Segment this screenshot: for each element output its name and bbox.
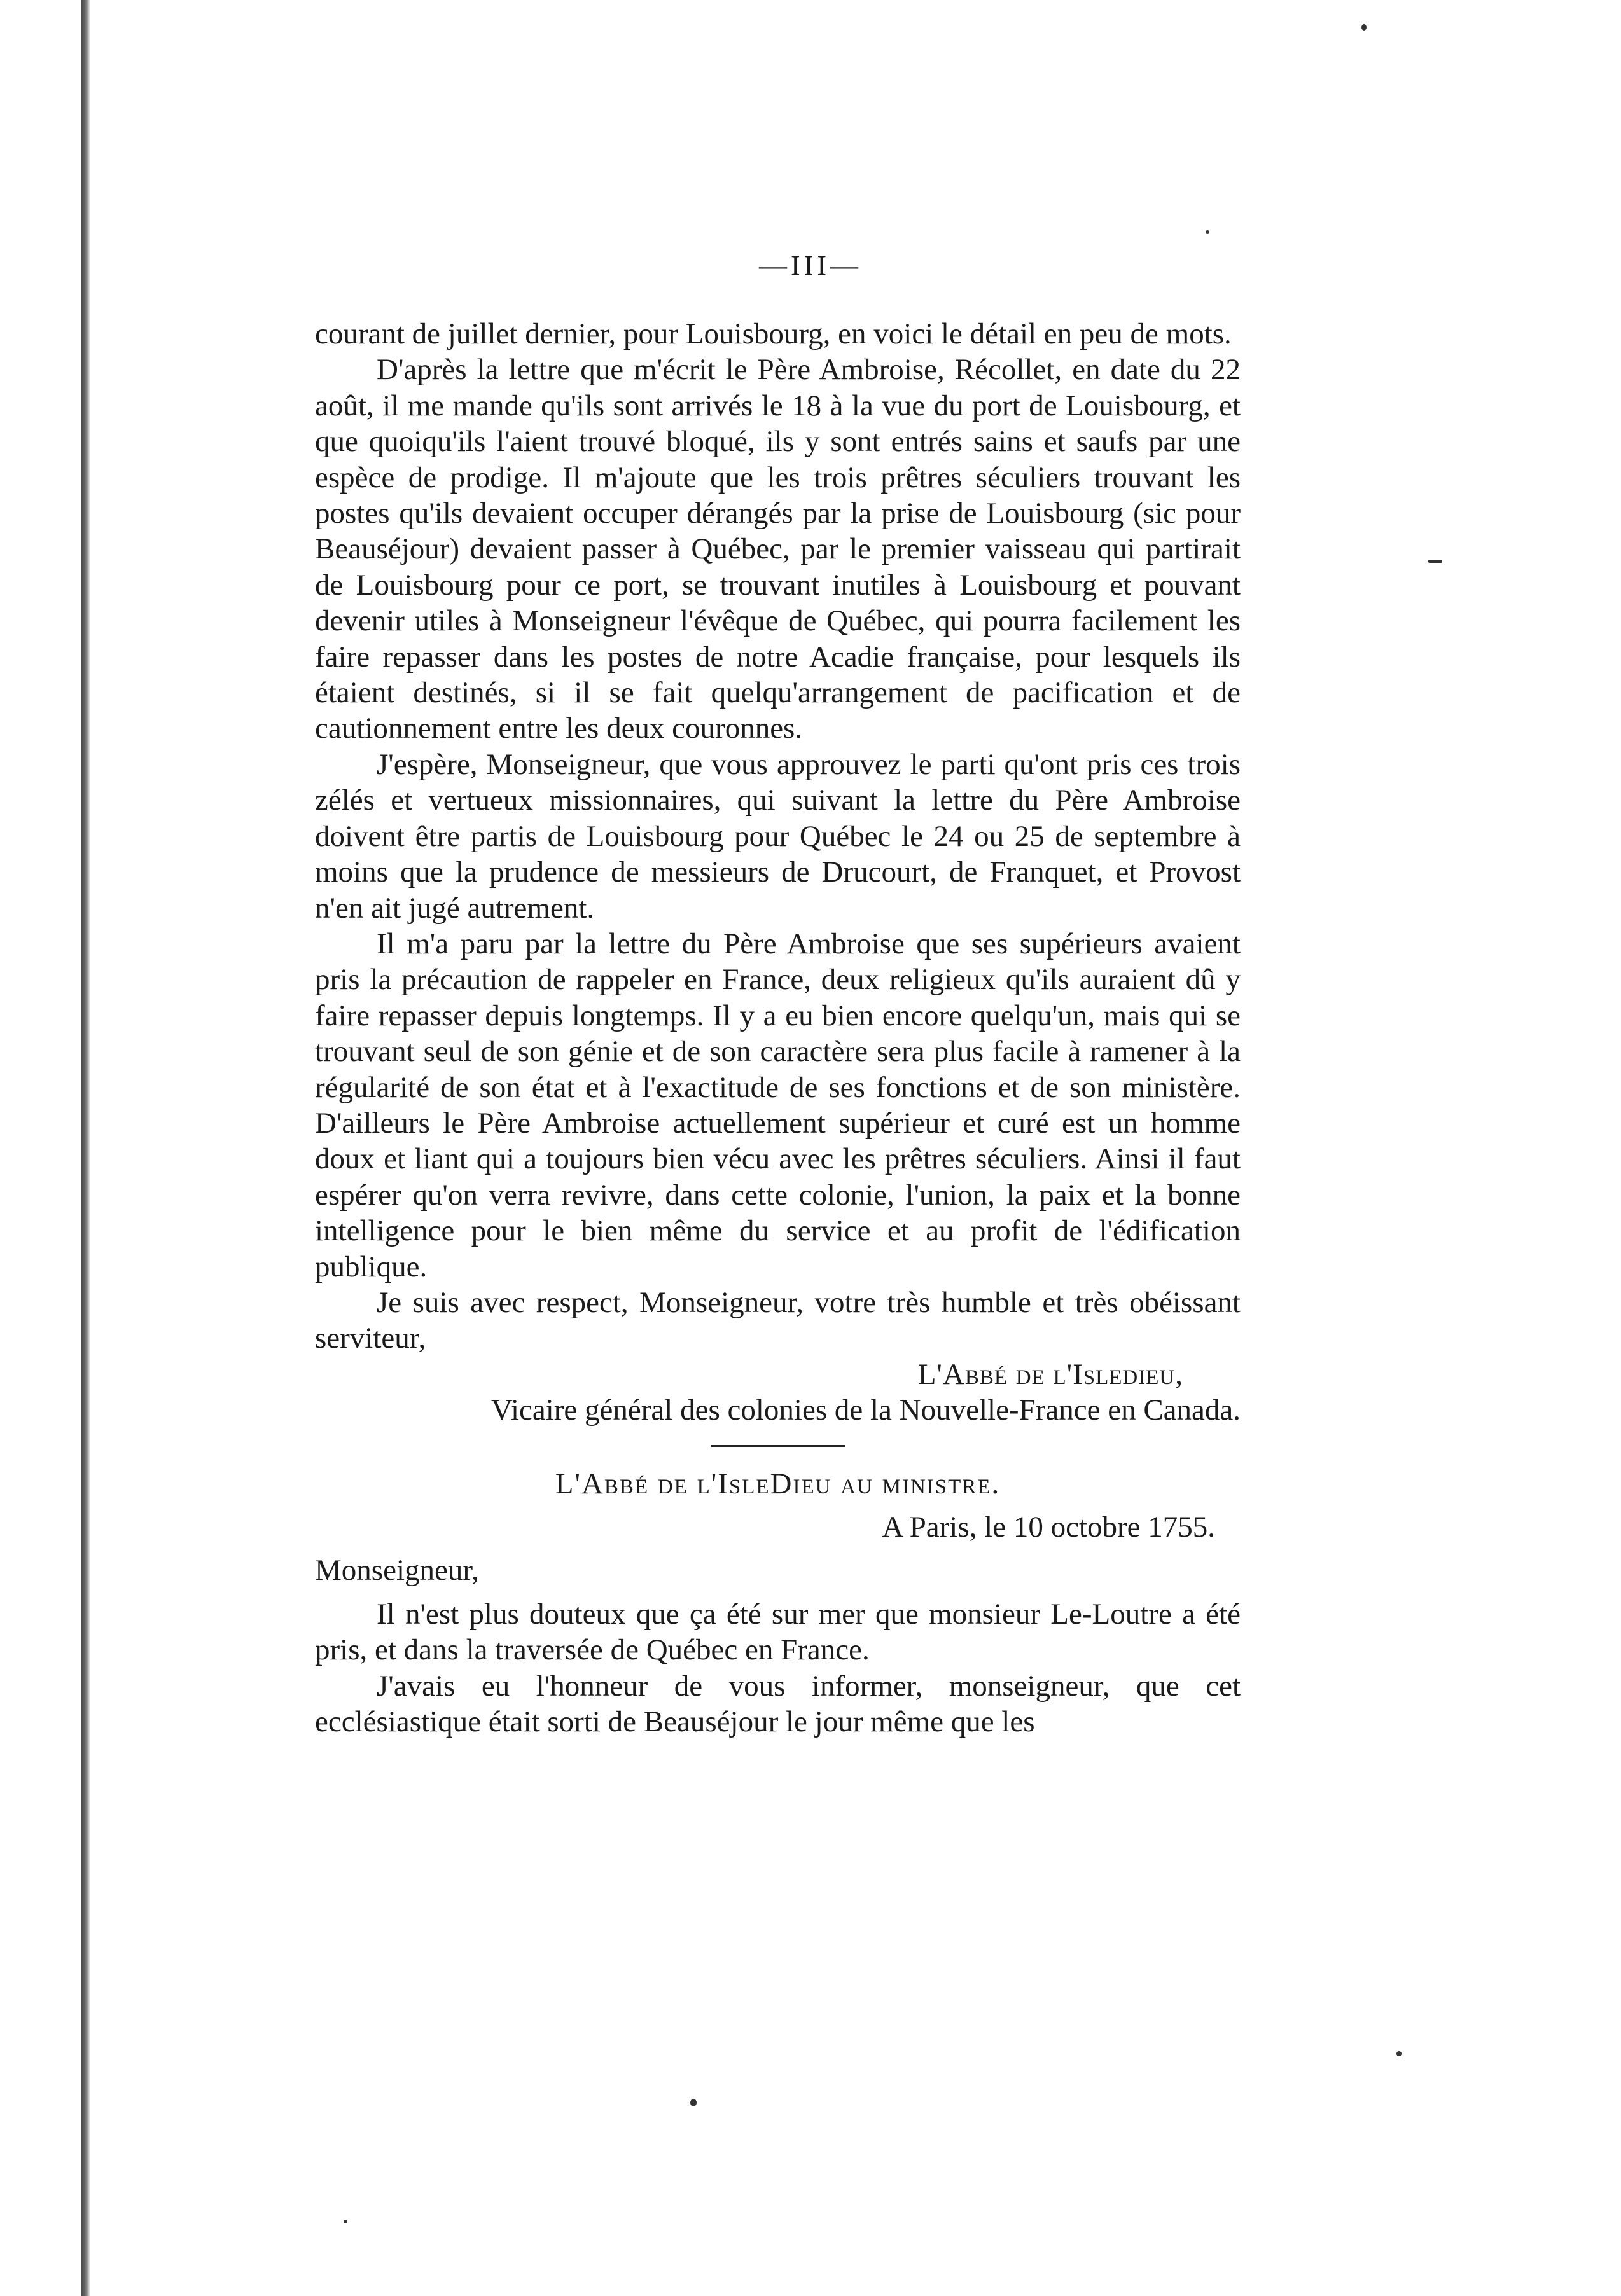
letter-1-paragraph-3: J'espère, Monseigneur, que vous approuvez le parti qu'ont pris ces trois zélés et vertueux missionnaires, qui suivant la lettre du Père Ambroise doivent être partis de Louisbourg pour Québec le 24 ou 25 de septembre à moins que la prudence de messieurs de Drucourt, de Franquet, et Provost n'en ait jugé autrement. [315, 747, 1241, 925]
letter-1-signature-title: Vicaire général des colonies de la Nouvelle-France en Canada. [490, 1394, 1241, 1427]
scan-speck [1428, 560, 1442, 563]
page-number: —III— [759, 250, 862, 281]
letter-1-closing: Je suis avec respect, Monseigneur, votre très humble et très obéissant serviteur, [315, 1285, 1241, 1355]
letter-1-paragraph-2: D'après la lettre que m'écrit le Père Ambroise, Récollet, en date du 22 août, il me mande qu'ils sont arrivés le 18 à la vue du port de Louisbourg, et que quoiqu'ils l'aient trouvé bloqué, ils y sont entrés sains et saufs par une espèce de prodige. Il m'ajoute que les trois prêtres séculiers trouvant les postes qu'ils devaient occuper dérangés par la prise de Louisbourg (sic pour Beauséjour) devaient passer à Québec, par le premier vaisseau qui partirait de Louisbourg pour ce port, se trouvant inutiles à Louisbourg et pouvant devenir utiles à Monseigneur l'évêque de Québec, qui pourra facilement les faire repasser dans les postes de notre Acadie française, pour lesquels ils étaient destinés, si il se fait quelqu'arrangement de pacification et de cautionnement entre les deux couronnes. [315, 353, 1241, 745]
scan-speck [1206, 230, 1209, 234]
letter-2-heading: L'Abbé de l'IsleDieu au ministre. [555, 1467, 1001, 1500]
letter-2-paragraph-2: J'avais eu l'honneur de vous informer, monseigneur, que cet ecclésiastique était sorti de Beauséjour le jour même que les [315, 1669, 1241, 1739]
scan-speck [1396, 2051, 1402, 2056]
letter-2-salutation: Monseigneur, [315, 1554, 479, 1587]
scan-speck [1361, 24, 1367, 31]
letter-1-signature-name: L'Abbé de l'Isledieu, [917, 1357, 1183, 1391]
letter-2-dateline: A Paris, le 10 octobre 1755. [882, 1511, 1215, 1544]
scan-binding-edge [81, 0, 90, 2296]
page-body [315, 316, 1241, 1739]
scan-speck [690, 2099, 697, 2106]
section-divider [711, 1445, 845, 1447]
letter-2-paragraph-1: Il n'est plus douteux que ça été sur mer que monsieur Le-Loutre a été pris, et dans la traversée de Québec en France. [315, 1597, 1241, 1667]
letter-1-paragraph-4: Il m'a paru par la lettre du Père Ambroise que ses supérieurs avaient pris la précaution de rappeler en France, deux religieux qu'ils auraient dû y faire repasser depuis longtemps. Il y a eu bien encore quelqu'un, mais qui se trouvant seul de son génie et de son caractère sera plus facile à ramener à la régularité de son état et à l'exactitude de ses fonctions et de son ministère. D'ailleurs le Père Ambroise actuellement supérieur et curé est un homme doux et liant qui a toujours bien vécu avec les prêtres séculiers. Ainsi il faut espérer qu'on verra revivre, dans cette colonie, l'union, la paix et la bonne intelligence pour le bien même du service et au profit de l'édification publique. [315, 927, 1241, 1283]
letter-1-paragraph-1: courant de juillet dernier, pour Louisbourg, en voici le détail en peu de mots. [315, 317, 1232, 350]
scan-speck [344, 2220, 347, 2223]
